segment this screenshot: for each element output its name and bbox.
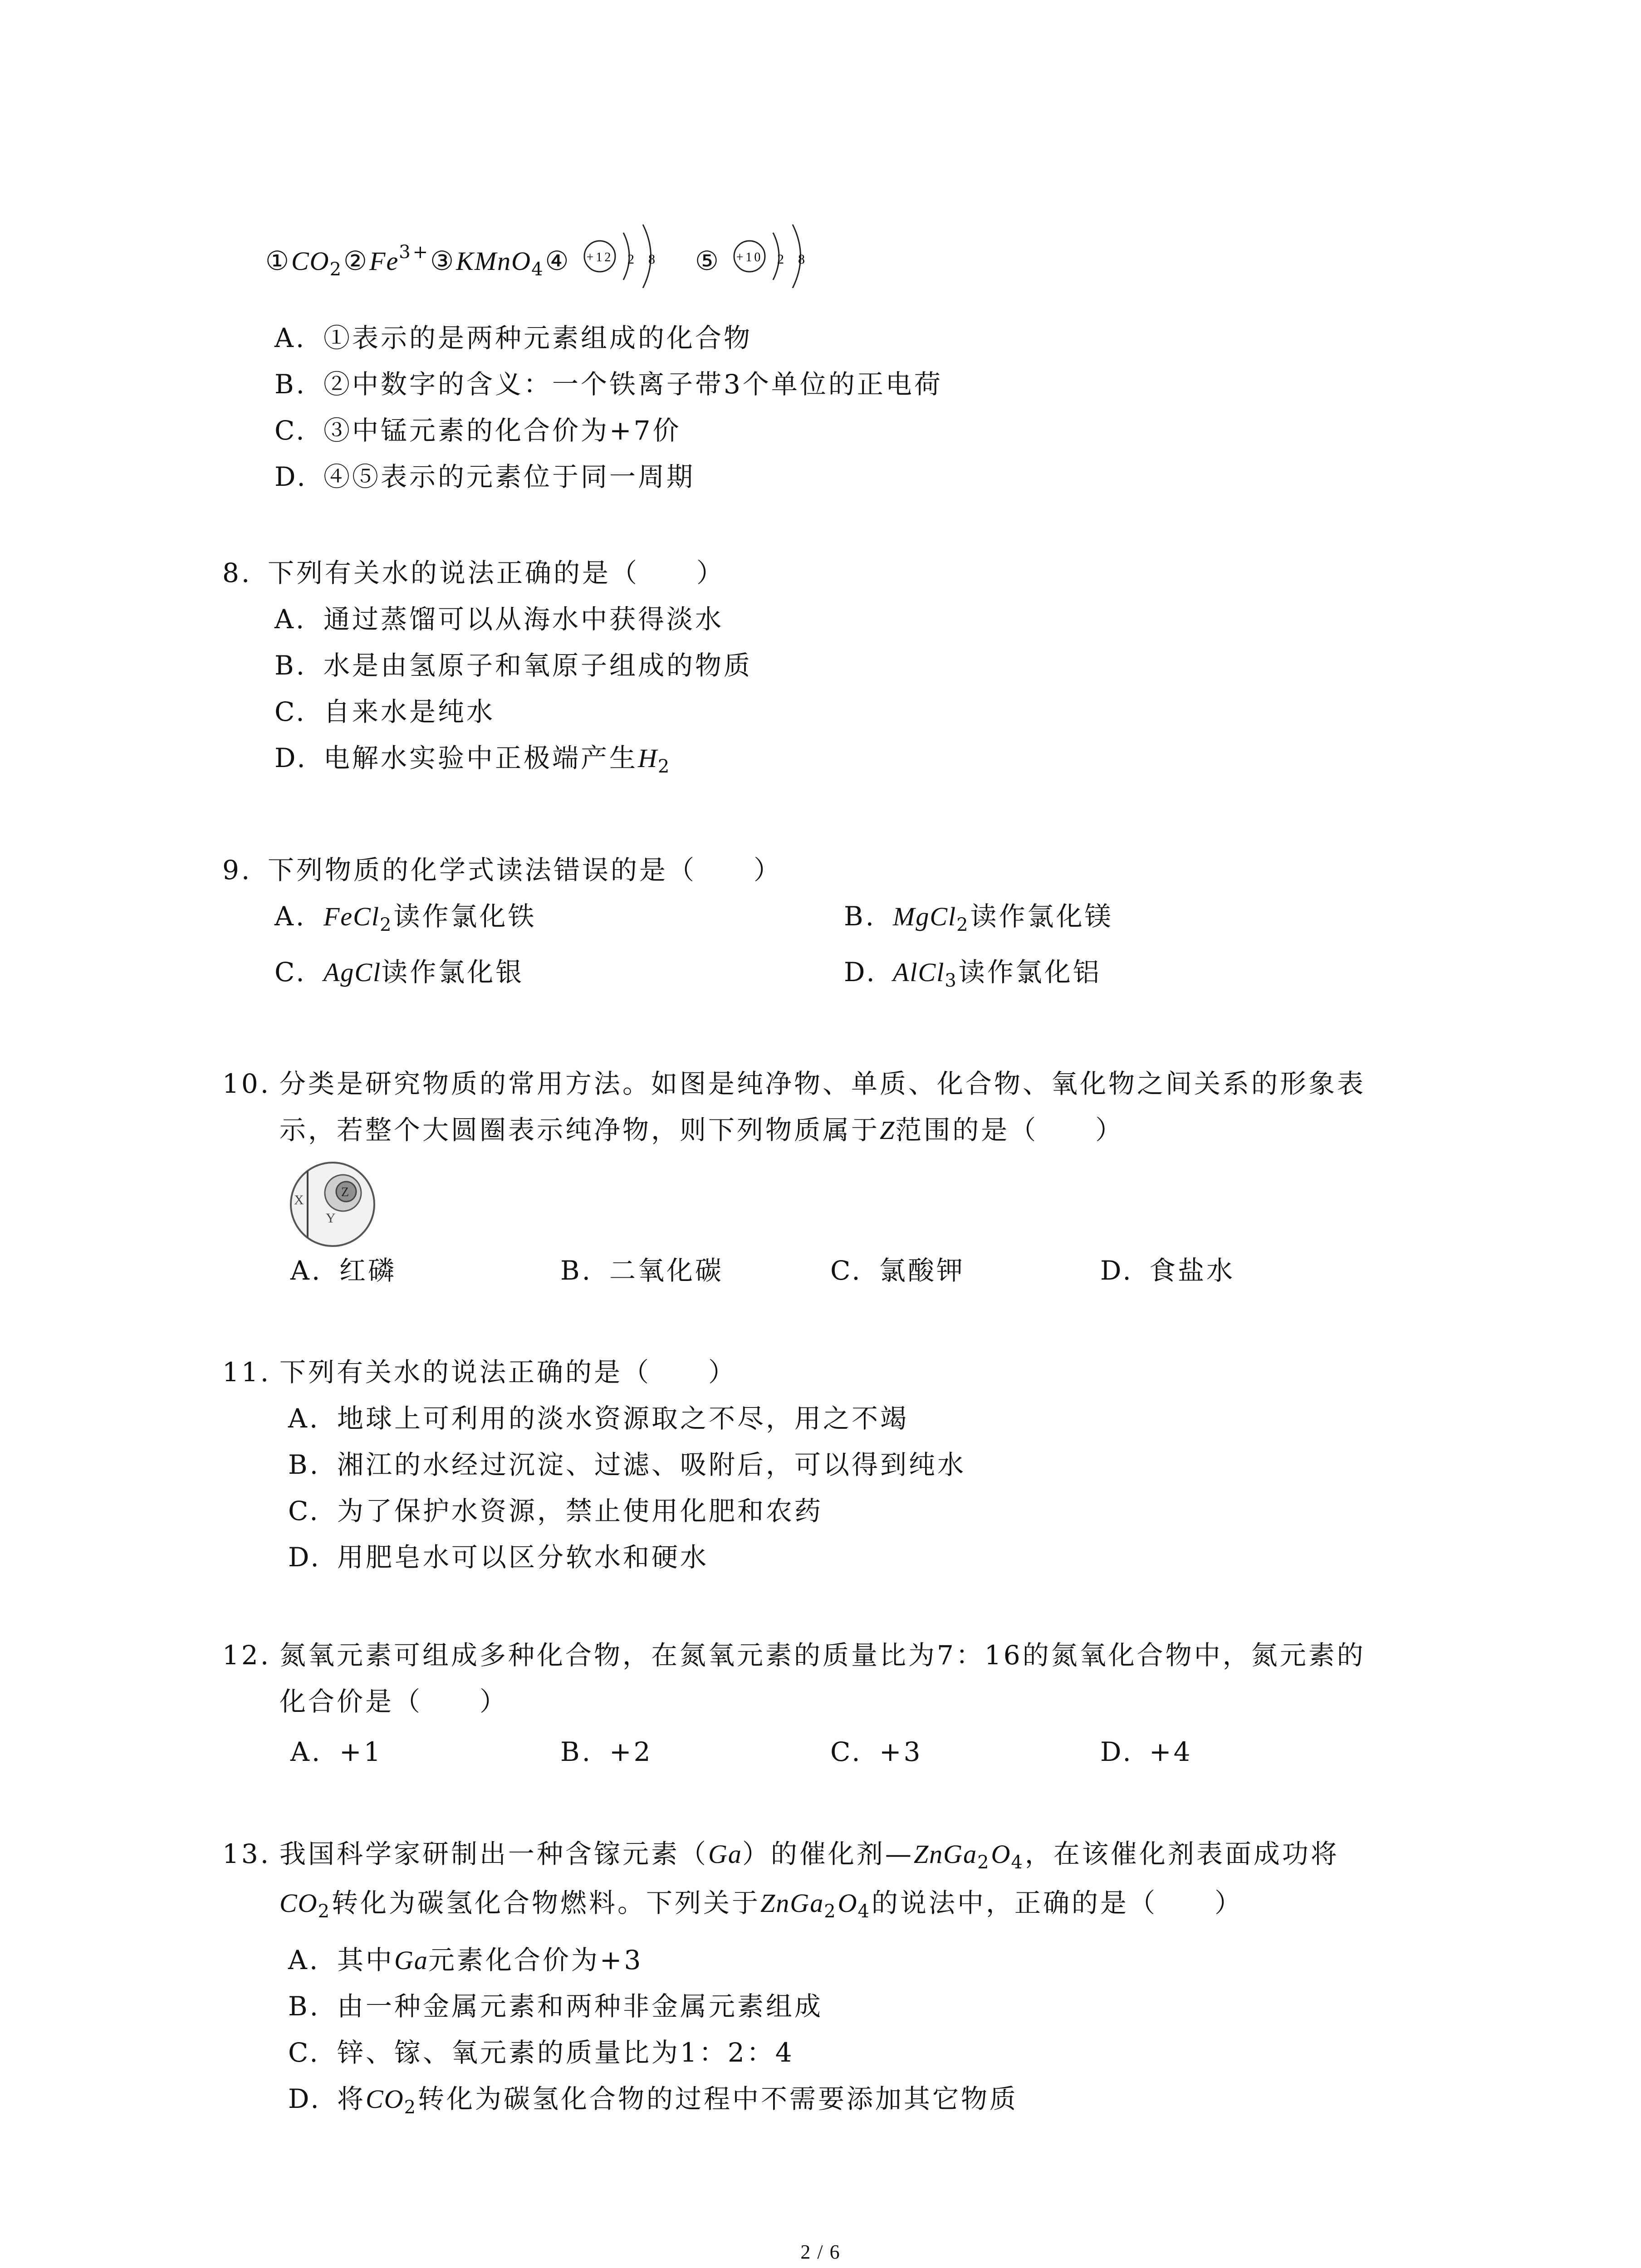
question-stem: 下列物质的化学式读法错误的是（ ） xyxy=(268,855,783,885)
option-text: ③中锰元素的化合价为+7价 xyxy=(323,415,681,446)
option-letter: B. xyxy=(288,1449,321,1480)
subscript: 4 xyxy=(857,1901,872,1922)
q9-option-b[interactable] xyxy=(844,900,1113,933)
q12-stem-line2 xyxy=(279,1686,508,1717)
q7-option-d[interactable] xyxy=(274,461,695,493)
question-stem: ，在该催化剂表面成功将 xyxy=(1024,1838,1339,1869)
option-letter: C. xyxy=(288,1496,320,1526)
shell-electron-count: 2 xyxy=(777,252,787,267)
option-text: 其中 xyxy=(337,1945,395,1975)
question-stem: 化合价是（ ） xyxy=(279,1686,509,1717)
shell-electron-count: 8 xyxy=(798,252,808,267)
q10-stem-line2 xyxy=(279,1114,1124,1146)
option-letter: D. xyxy=(288,2083,321,2114)
option-letter: A. xyxy=(274,604,307,635)
q11-stem xyxy=(222,1356,737,1388)
q8-option-c[interactable] xyxy=(274,696,495,728)
formula-co: CO xyxy=(291,246,330,276)
q8-option-d[interactable] xyxy=(274,742,672,777)
subscript: 2 xyxy=(404,2097,418,2118)
formula-znga: ZnGa xyxy=(913,1839,978,1869)
option-letter: B. xyxy=(288,1991,321,2022)
subscript: 2 xyxy=(329,259,344,280)
subscript: 2 xyxy=(977,1852,991,1873)
option-letter: C. xyxy=(830,1736,862,1767)
q11-option-d[interactable] xyxy=(288,1541,709,1573)
formula-co: CO xyxy=(279,1888,318,1918)
superscript: 3+ xyxy=(399,242,431,263)
label-z: Z xyxy=(341,1185,349,1199)
q13-option-c[interactable] xyxy=(288,2037,794,2068)
q10-option-b[interactable] xyxy=(560,1255,724,1286)
option-text: 地球上可利用的淡水资源取之不尽，用之不竭 xyxy=(337,1403,909,1434)
shell-electron-count: 2 xyxy=(627,252,637,267)
option-letter: C. xyxy=(274,415,307,446)
q8-option-b[interactable] xyxy=(274,650,752,681)
option-letter: A. xyxy=(290,1736,323,1767)
option-text: 读作氯化银 xyxy=(381,957,524,987)
subscript: 2 xyxy=(318,1901,332,1922)
circled-number-2: ② xyxy=(343,245,370,277)
formula: FeCl xyxy=(323,902,380,931)
q9-option-a[interactable] xyxy=(274,900,536,933)
atom-structure-diagram-1 xyxy=(582,220,695,288)
option-letter: C. xyxy=(274,696,307,727)
formula-znga: ZnGa xyxy=(760,1888,824,1918)
atom-structure-diagram-2 xyxy=(731,220,845,288)
option-text: 将 xyxy=(337,2083,366,2114)
page-number: 2 / 6 xyxy=(800,2241,841,2263)
option-letter: A. xyxy=(274,323,307,353)
q10-option-c[interactable] xyxy=(830,1255,965,1286)
option-text: 由一种金属元素和两种非金属元素组成 xyxy=(337,1991,823,2022)
q12-stem-line1 xyxy=(222,1639,1366,1671)
formula-kmno: KMnO xyxy=(456,246,532,276)
circled-number-5: ⑤ xyxy=(695,245,721,277)
q10-option-d[interactable] xyxy=(1100,1255,1235,1286)
question-number: 12. xyxy=(222,1640,271,1671)
option-text: 读作氯化铝 xyxy=(958,957,1102,987)
formula-h: H xyxy=(638,743,658,773)
option-text: 食盐水 xyxy=(1149,1255,1235,1286)
option-text: 读作氯化镁 xyxy=(970,901,1113,932)
option-letter: D. xyxy=(274,743,308,773)
q10-option-a[interactable] xyxy=(290,1255,397,1286)
q13-stem-line1 xyxy=(222,1838,1339,1873)
formula: MgCl xyxy=(893,902,957,931)
option-text: 红磷 xyxy=(339,1255,397,1286)
q7-option-a[interactable] xyxy=(274,322,752,354)
option-text: ④⑤表示的元素位于同一周期 xyxy=(323,461,696,492)
formula-o: O xyxy=(991,1839,1011,1869)
q10-stem-line1 xyxy=(222,1068,1366,1100)
q8-option-a[interactable] xyxy=(274,603,724,635)
question-number: 11. xyxy=(222,1357,271,1388)
option-text: 电解水实验中正极端产生 xyxy=(323,743,638,773)
option-letter: D. xyxy=(274,461,308,492)
question-stem: 下列有关水的说法正确的是（ ） xyxy=(268,557,725,588)
q13-stem-line2 xyxy=(279,1887,1244,1922)
option-letter: D. xyxy=(844,957,877,987)
question-stem: ）的催化剂— xyxy=(742,1838,914,1869)
option-letter: A. xyxy=(290,1255,323,1286)
subscript: 2 xyxy=(379,914,394,935)
q11-option-a[interactable] xyxy=(288,1403,909,1434)
option-text: +1 xyxy=(339,1736,383,1767)
label-x: X xyxy=(294,1193,304,1207)
option-letter: D. xyxy=(1100,1255,1133,1286)
nucleus-charge: +12 xyxy=(586,250,613,264)
question-stem: 转化为碳氢化合物燃料。下列关于 xyxy=(332,1887,761,1918)
question-stem: 氮氧元素可组成多种化合物，在氮氧元素的质量比为7：16的氮氧化合物中，氮元素的 xyxy=(279,1640,1366,1671)
q11-option-c[interactable] xyxy=(288,1495,823,1527)
option-text: 锌、镓、氧元素的质量比为1：2：4 xyxy=(337,2037,794,2068)
q13-option-a[interactable] xyxy=(288,1944,643,1976)
q13-option-b[interactable] xyxy=(288,1990,823,2022)
option-letter: B. xyxy=(274,369,307,400)
option-text: ②中数字的含义：一个铁离子带3个单位的正电荷 xyxy=(323,369,943,400)
option-letter: D. xyxy=(1100,1736,1133,1767)
question-stem: 的说法中，正确的是（ ） xyxy=(872,1887,1244,1918)
question-number: 10. xyxy=(222,1068,271,1099)
q7-option-b[interactable] xyxy=(274,368,943,400)
q9-option-c[interactable] xyxy=(274,956,524,988)
question-stem: 我国科学家研制出一种含镓元素（ xyxy=(279,1838,709,1869)
q12-option-c[interactable] xyxy=(830,1736,923,1768)
option-text: 为了保护水资源，禁止使用化肥和农药 xyxy=(337,1496,823,1526)
q7-option-c[interactable] xyxy=(274,415,681,446)
option-text: 用肥皂水可以区分软水和硬水 xyxy=(337,1542,709,1573)
q8-stem xyxy=(222,557,725,589)
q11-option-b[interactable] xyxy=(288,1449,966,1481)
option-letter: B. xyxy=(560,1736,593,1767)
q12-option-a[interactable] xyxy=(290,1736,383,1768)
subscript: 3 xyxy=(945,970,959,991)
option-text: +2 xyxy=(609,1736,653,1767)
q9-option-d[interactable] xyxy=(844,956,1102,991)
option-text: 自来水是纯水 xyxy=(323,696,495,727)
option-letter: C. xyxy=(830,1255,862,1286)
option-text: 二氧化碳 xyxy=(609,1255,724,1286)
question-stem: 范围的是（ ） xyxy=(895,1114,1124,1145)
option-letter: C. xyxy=(288,2037,320,2068)
variable-z: Z xyxy=(880,1115,896,1145)
question-number: 13. xyxy=(222,1838,271,1869)
option-letter: A. xyxy=(274,901,307,932)
question-stem: 下列有关水的说法正确的是（ ） xyxy=(279,1357,737,1388)
q12-option-b[interactable] xyxy=(560,1736,653,1768)
option-text: 转化为碳氢化合物的过程中不需要添加其它物质 xyxy=(418,2083,1019,2114)
option-text: 湘江的水经过沉淀、过滤、吸附后，可以得到纯水 xyxy=(337,1449,966,1480)
subscript: 2 xyxy=(956,914,970,935)
option-text: +4 xyxy=(1149,1736,1193,1767)
formula-ga: Ga xyxy=(708,1839,742,1869)
option-text: 氯酸钾 xyxy=(879,1255,965,1286)
subscript: 2 xyxy=(657,756,672,777)
formula-fe: Fe xyxy=(369,246,399,276)
question-stem: 分类是研究物质的常用方法。如图是纯净物、单质、化合物、氧化物之间关系的形象表 xyxy=(279,1068,1366,1099)
classification-venn-diagram xyxy=(280,1159,385,1250)
option-letter: B. xyxy=(274,650,307,681)
option-text: 水是由氢原子和氧原子组成的物质 xyxy=(323,650,753,681)
q12-option-d[interactable] xyxy=(1100,1736,1193,1768)
q13-option-d[interactable] xyxy=(288,2083,1019,2118)
option-letter: B. xyxy=(560,1255,593,1286)
option-text: 读作氯化铁 xyxy=(393,901,537,932)
option-text: ①表示的是两种元素组成的化合物 xyxy=(323,323,753,353)
formula-ga: Ga xyxy=(394,1945,428,1975)
circled-number-1: ① xyxy=(265,245,291,277)
subscript: 4 xyxy=(531,259,545,280)
circled-number-4: ④ xyxy=(545,245,571,277)
shell-electron-count: 8 xyxy=(648,252,657,267)
option-letter: B. xyxy=(844,901,877,932)
option-letter: D. xyxy=(288,1542,321,1573)
question-number: 8. xyxy=(222,557,252,588)
subscript: 4 xyxy=(1011,1852,1025,1873)
option-letter: A. xyxy=(288,1403,320,1434)
question-stem: 示，若整个大圆圈表示纯净物，则下列物质属于 xyxy=(279,1114,880,1145)
option-text: 通过蒸馏可以从海水中获得淡水 xyxy=(323,604,724,635)
question-number: 9. xyxy=(222,855,252,885)
nucleus-charge: +10 xyxy=(736,250,763,264)
formula-o: O xyxy=(838,1888,858,1918)
formula: AlCl xyxy=(893,958,945,987)
label-y: Y xyxy=(326,1211,336,1226)
option-letter: C. xyxy=(274,957,307,987)
q9-stem xyxy=(222,854,782,886)
formula: AgCl xyxy=(323,958,382,987)
circled-number-3: ③ xyxy=(430,245,456,277)
option-text: 元素化合价为+3 xyxy=(428,1945,643,1975)
subscript: 2 xyxy=(824,1901,838,1922)
option-text: +3 xyxy=(879,1736,923,1767)
option-letter: A. xyxy=(288,1945,320,1975)
q7-formula-line xyxy=(265,238,845,288)
formula-co: CO xyxy=(366,2084,404,2114)
